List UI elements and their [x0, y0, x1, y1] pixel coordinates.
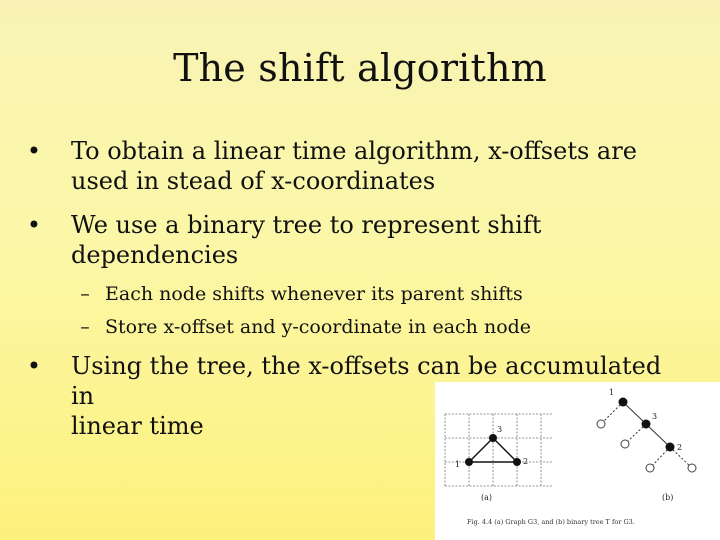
bullet-1-text: [71, 136, 684, 196]
bullet-marker: •: [26, 352, 42, 380]
figure-svg: [435, 382, 720, 540]
bullet-marker: •: [26, 137, 42, 165]
bullet-line: To obtain a linear time algorithm, x-offsets are: [71, 137, 637, 165]
tree-leaf: [646, 464, 654, 472]
figure-caption: Fig. 4.4 (a) Graph G3, and (b) binary tree T for G3.: [467, 518, 635, 526]
figure-graph-and-tree: [435, 382, 720, 540]
panel-b-label: (b): [662, 493, 674, 502]
bullet-line: used in stead of x-coordinates: [71, 167, 436, 195]
slide-title: The shift algorithm: [173, 46, 547, 90]
graph-node-1: [465, 458, 473, 466]
graph-node-3: [489, 434, 497, 442]
graph-node-label: 2: [523, 457, 529, 466]
graph-node-2: [513, 458, 521, 466]
bullet-line: linear time: [71, 412, 204, 440]
panel-a-label: (a): [481, 493, 493, 502]
tree-leaf: [688, 464, 696, 472]
tree-node-2: [666, 443, 675, 452]
bullet-line: We use a binary tree to represent shift: [71, 211, 542, 239]
sub-bullet-marker: –: [80, 316, 90, 338]
bullet-line: Using the tree, the x-offsets can be accumulated in: [71, 352, 662, 410]
bullet-marker: •: [26, 211, 42, 239]
tree-node-label: 1: [609, 388, 615, 397]
tree-leaf: [621, 440, 629, 448]
graph-node-label: 3: [497, 425, 503, 434]
bullet-line: dependencies: [71, 241, 239, 269]
sub-bullet-text: Store x-offset and y-coordinate in each node: [105, 316, 532, 338]
tree-node-1: [619, 398, 628, 407]
graph-node-label: 1: [455, 460, 461, 469]
tree-node-3: [642, 420, 651, 429]
tree-node-label: 2: [677, 443, 683, 452]
sub-bullet-text: Each node shifts whenever its parent shifts: [105, 283, 523, 305]
tree-edges: [601, 402, 692, 468]
tree-node-label: 3: [652, 412, 658, 421]
bullet-2-text: [71, 210, 684, 270]
sub-bullet-marker: –: [80, 283, 90, 305]
tree-leaf: [597, 420, 605, 428]
